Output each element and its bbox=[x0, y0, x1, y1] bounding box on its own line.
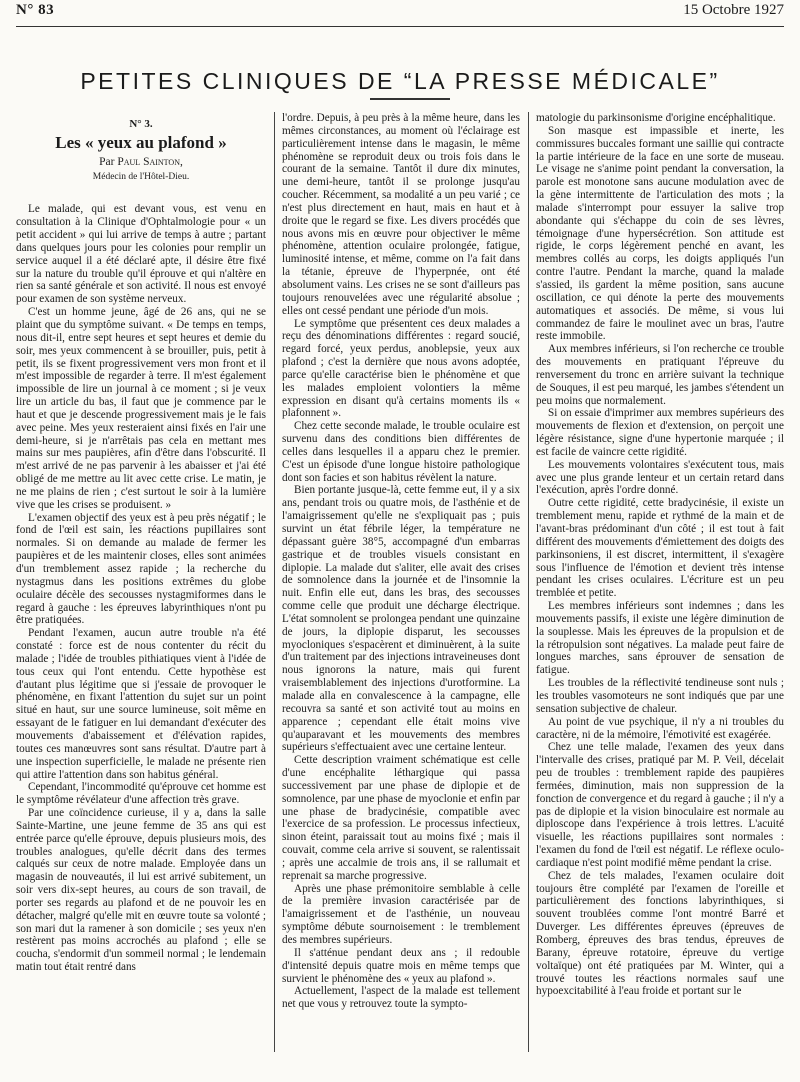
paragraph: Il s'atténue pendant deux ans ; il redouble d'intensité depuis quatre mois en même temps que survient le phénomène des « yeux au plafond ». bbox=[282, 946, 520, 985]
paragraph: Chez de tels malades, l'examen oculaire doit toujours être complété par l'examen de l'oreille et particulièrement des fonctions labyrinthiques, si souvent troublées comme l'ont montré Barré et Duverger. Les différentes épreuves (épreuves de Romberg, épreuves des bras tendus, épreuves de Barany, épreuve rotatoire, épreuve du vertige voltaïque) ont été pratiquées par M. Winter, qui a trouvé toutes les réactions normales sauf une hypoexcitabilité à l'eau froide et portant sur le bbox=[536, 869, 784, 998]
section-title: PETITES CLINIQUES DE “LA PRESSE MÉDICALE” bbox=[80, 68, 720, 94]
article-title: Les « yeux au plafond » bbox=[55, 132, 227, 152]
paragraph: matologie du parkinsonisme d'origine encéphalitique. bbox=[536, 112, 776, 124]
paragraph: Le malade, qui est devant vous, est venu en consultation à la Clinique d'Ophtalmologie pour « un petit accident » qui lui arrive de temps à autre ; partant dans quelques jours pour les colonies pour remplir un service auquel il a été déclaré apte, il désire être fixé sur la nature du trouble qu'il éprouve et qui n'altère en rien sa santé générale et son activité. Il nous est envoyé pour examen de son système nerveux. bbox=[16, 203, 266, 306]
column-3 bbox=[536, 112, 784, 998]
issue-number: N° 83 bbox=[16, 2, 55, 18]
column-divider bbox=[274, 112, 275, 1052]
author-prefix: Par bbox=[99, 155, 115, 168]
paragraph: Son masque est impassible et inerte, les commissures buccales formant une saillie qui contracte la partie intérieure de la face en une sorte de museau. Le visage ne s'anime point pendant la conversation, la parole est monotone sans aucune modulation avec de la gène intermittente de l'articulation des mots ; la malade s'interrompt pour essuyer la salive trop abondante qui s'échappe du coin de ses lèvres, témoignage d'une hypersécrétion. Son attitude est rigide, le corps légèrement penché en avant, les membres collés au corps, les doigts appliqués l'un contre l'autre. Pendant la marche, quand la malade s'assied, ils gardent la même position, sans aucune oscillation, ce qui dénote la perte des mouvements automatiques et associés. De même, si vous lui commandez de faire le moulinet avec un bras, l'autre reste immobile. bbox=[536, 124, 784, 343]
column-1 bbox=[16, 112, 266, 974]
column-2 bbox=[282, 112, 520, 1011]
paragraph: Si on essaie d'imprimer aux membres supérieurs des mouvements de flexion et d'extension, on perçoit une légère résistance, signe d'une hypertonie marquée ; il est facile de vaincre cette rigidité. bbox=[536, 407, 784, 458]
paragraph: l'ordre. Depuis, à peu près à la même heure, dans les mêmes circonstances, au moment où l'éclairage est particulièrement intense dans le magasin, le même phénomène se reproduit deux ou trois fois dans le courant de la semaine. Tantôt il dure dix minutes, une demi-heure, tantôt il se prolonge jusqu'au coucher. Récemment, sa modalité a un peu varié ; ce n'est plus directement en haut, mais en haut et à droite que le regard se fixe. Les divers procédés que nous avons mis en œuvre pour objectiver le même phénomène, attention oculaire prolongée, fatigue, luminosité intense, et même, comme on l'a fait dans la tétanie, épreuve de l'hyperpnée, ont été absolument vains. Les crises ne se sont d'ailleurs pas toujours renouvelées avec une régularité absolue ; elles ont cessé pendant une période d'un mois. bbox=[282, 112, 520, 317]
paragraph: Par une coïncidence curieuse, il y a, dans la salle Sainte-Martine, une jeune femme de 35 ans qui est entrée parce qu'elle éprouve, depuis plusieurs mois, des troubles analogues, qu'elle décrit dans des termes calqués sur ceux de notre malade. Employée dans un magasin de nouveautés, il lui est arrivé subitement, un soir vers dix-sept heures, au cours de son travail, de porter ses regards au plafond et de ne pouvoir les en détacher, malgré qu'elle mit en œuvre toute sa volonté ; son mari dut la ramener à son domicile ; ses yeux n'en restèrent pas moins accrochés au plafond ; elle se coucha, s'endormit d'un sommeil normal ; le lendemain matin tout était rentré dans bbox=[16, 807, 266, 974]
title-ornament bbox=[370, 98, 450, 100]
paragraph: C'est un homme jeune, âgé de 26 ans, qui ne se plaint que du symptôme suivant. « De temps en temps, nous dit-il, entre sept heures et sept heures et demie du soir, mes yeux commencent à se brouiller, puis, petit à petit, ils se fixent progressivement vers mon front et il m'est impossible de regarder à terre. Il m'est également impossible de lire un journal à ce moment ; si je veux lire un article du bas, il faut que je commence par le haut et que je descende progressivement mais je le fais avec peine. Mes yeux resteraient ainsi fixés en l'air une demi-heure, si je n'arrêtais pas cela en mettant mes mains sur mes paupières, afin d'être dans l'obscurité. Il m'est arrivé de ne pas parvenir à les abaisser et j'ai été obligé de me mettre au lit avec cette crise. Le matin, je ne me plains de rien ; c'est surtout le soir à la lumière vive que les crises se produisent. » bbox=[16, 306, 266, 511]
paragraph: Outre cette rigidité, cette bradycinésie, il existe un tremblement menu, rapide et rythmé de la main et de l'avant-bras prédominant d'un côté ; il est tout à fait différent des mouvements d'émiettement des doigts des parkinsoniens, il est discret, intermittent, il s'exagère sous l'influence de l'émotion et devient très intense pendant les crises oculaires. L'écriture est un peu tremblée et petite. bbox=[536, 497, 784, 600]
paragraph: Chez cette seconde malade, le trouble oculaire est survenu dans des conditions bien différentes de celles dans lesquelles il a apparu chez le premier. C'est un épisode d'une longue histoire pathologique dont son facies et son habitus révèlent la nature. bbox=[282, 420, 520, 484]
paragraph: Cette description vraiment schématique est celle d'une encéphalite léthargique qui passa successivement par une phase de diplopie et de somnolence, par une phase de myoclonie et enfin par une phase de bradycinésie, compatible avec l'exercice de sa profession. Le processus infectieux, sinon éteint, paraissait tout au moins fixé ; mais il couvait, comme cela arrive si souvent, se ralentissait ; après une accalmie de trois ans, il se rallumait et reprenait sa marche progressive. bbox=[282, 754, 520, 882]
paragraph: Chez une telle malade, l'examen des yeux dans l'intervalle des crises, pratiqué par M. P. Veil, décelait peu de troubles : tremblement rapide des paupières fermées, diminution, mais non suppression de la fonction de convergence et du regard à gauche ; il n'y a pas de diplopie et la vision binoculaire est normale au diploscope dans l'expérience à trois lettres. L'acuité visuelle, les réactions pupillaires sont normales : l'examen du fond de l'œil est négatif. Le réflexe oculo-cardiaque n'est point modifié même pendant la crise. bbox=[536, 741, 784, 869]
paragraph: Le symptôme que présentent ces deux malades a reçu des dénominations différentes : regard soucié, regard forcé, yeux perdus, anoblepsie, yeux aux plafond ; c'est la dernière que nous avons adoptée, parce qu'elle caractérise bien le phénomène et que les malades emploient volontiers la même expression en disant qu'à certains moments ils « plafonnent ». bbox=[282, 317, 520, 420]
paragraph: Aux membres inférieurs, si l'on recherche ce trouble des mouvements en pratiquant l'épreuve du renversement du tronc en arrière suivant la technique de Souques, il est peu marqué, les jambes s'étendent un peu moins que normalement. bbox=[536, 343, 784, 407]
paragraph: Pendant l'examen, aucun autre trouble n'a été constaté : force est de nous contenter du récit du malade ; l'idée de troubles pithiatiques vient à l'idée de tous ceux qui l'ont entendu. Cette hypothèse est d'autant plus légitime que si j'essaie de provoquer le phénomène, en fixant l'attention du sujet sur un point situé en haut, sur une source lumineuse, soit même en essayant de le fatiguer en lui demandant d'exécuter des mouvements d'abaissement et d'élévation rapides, toutes ces manœuvres sont sans résultat. D'autre part à une inspection superficielle, le malade ne présente rien qui attire l'attention dans son habitus général. bbox=[16, 627, 266, 781]
page-header bbox=[0, 0, 800, 24]
paragraph: Au point de vue psychique, il n'y a ni troubles du caractère, ni de la mémoire, l'émotivité est exagérée. bbox=[536, 715, 784, 741]
paragraph: Les troubles de la réflectivité tendineuse sont nuls ; les troubles vasomoteurs ne sont indiqués que par une sensation subjective de chaleur. bbox=[536, 677, 784, 715]
paragraph: Les membres inférieurs sont indemnes ; dans les mouvements passifs, il existe une légère diminution de la souplesse. Mais les épreuves de la propulsion et de la rétropulsion sont négatives. La malade peut faire de longues marches, sans éprouver de sensation de fatigue. bbox=[536, 600, 784, 677]
article-author bbox=[16, 156, 266, 169]
paragraph: Actuellement, l'aspect de la malade est tellement net que vous y retrouvez toute la sympto- bbox=[282, 985, 520, 1011]
author-affiliation: Médecin de l'Hôtel-Dieu. bbox=[92, 171, 190, 182]
paragraph: Après une phase prémonitoire semblable à celle de la première invasion caractérisée par de l'amaigrissement et de l'asthénie, un nouveau symptôme débute sournoisement : le tremblement des membres supérieurs. bbox=[282, 882, 520, 946]
header-rule bbox=[16, 26, 784, 27]
author-name: Paul Sainton, bbox=[117, 155, 183, 168]
issue-date: 15 Octobre 1927 bbox=[683, 2, 784, 18]
paragraph: Cependant, l'incommodité qu'éprouve cet homme est le symptôme révélateur d'une affection très grave. bbox=[16, 781, 266, 807]
article-number: N° 3. bbox=[129, 118, 153, 130]
paragraph: Bien portante jusque-là, cette femme eut, il y a six ans, pendant trois ou quatre mois, de l'asthénie et de l'amaigrissement qu'elle ne s'expliquait pas ; puis survint un état fébrile léger, la température ne dépassant guère 38°5, accompagné d'un embarras gastrique et de troubles visuels consistant en diplopie. La malade dut s'aliter, elle avait des crises de somnolence dans la journée et de l'insomnie la nuit. Enfin elle eut, dans les bras, des secousses comme celle que produit une décharge électrique. L'état somnolent se prolongea pendant une quinzaine de jours, la diplopie disparut, les secousses myocloniques s'espacèrent et diminuèrent, à la suite d'un traitement par des injections intraveineuses dont nous ignorons la nature, mais qui furent vraisemblablement des injections d'urotformine. La malade alla en convalescence à la campagne, elle recouvra sa santé et son activité tout au moins en apparence ; cependant elle était moins vive qu'auparavant et les mouvements des membres supérieurs s'effectuaient avec une certaine lenteur. bbox=[282, 484, 520, 754]
paragraph: Les mouvements volontaires s'exécutent tous, mais avec une plus grande lenteur et un certain retard dans l'exécution, après l'ordre donné. bbox=[536, 458, 784, 497]
column-divider bbox=[528, 112, 529, 1052]
paragraph: L'examen objectif des yeux est à peu près négatif ; le fond de l'œil est sain, les réactions pupillaires sont normales. Si on demande au malade de fermer les paupières et de les maintenir closes, elles sont animées d'un tremblement assez rapide ; la recherche du nystagmus dans les positions extrêmes du globe oculaire décèle des secousses nystagmiformes dans le regard à gauche : les épreuves labyrinthiques n'ont pu être pratiquées. bbox=[16, 511, 266, 627]
